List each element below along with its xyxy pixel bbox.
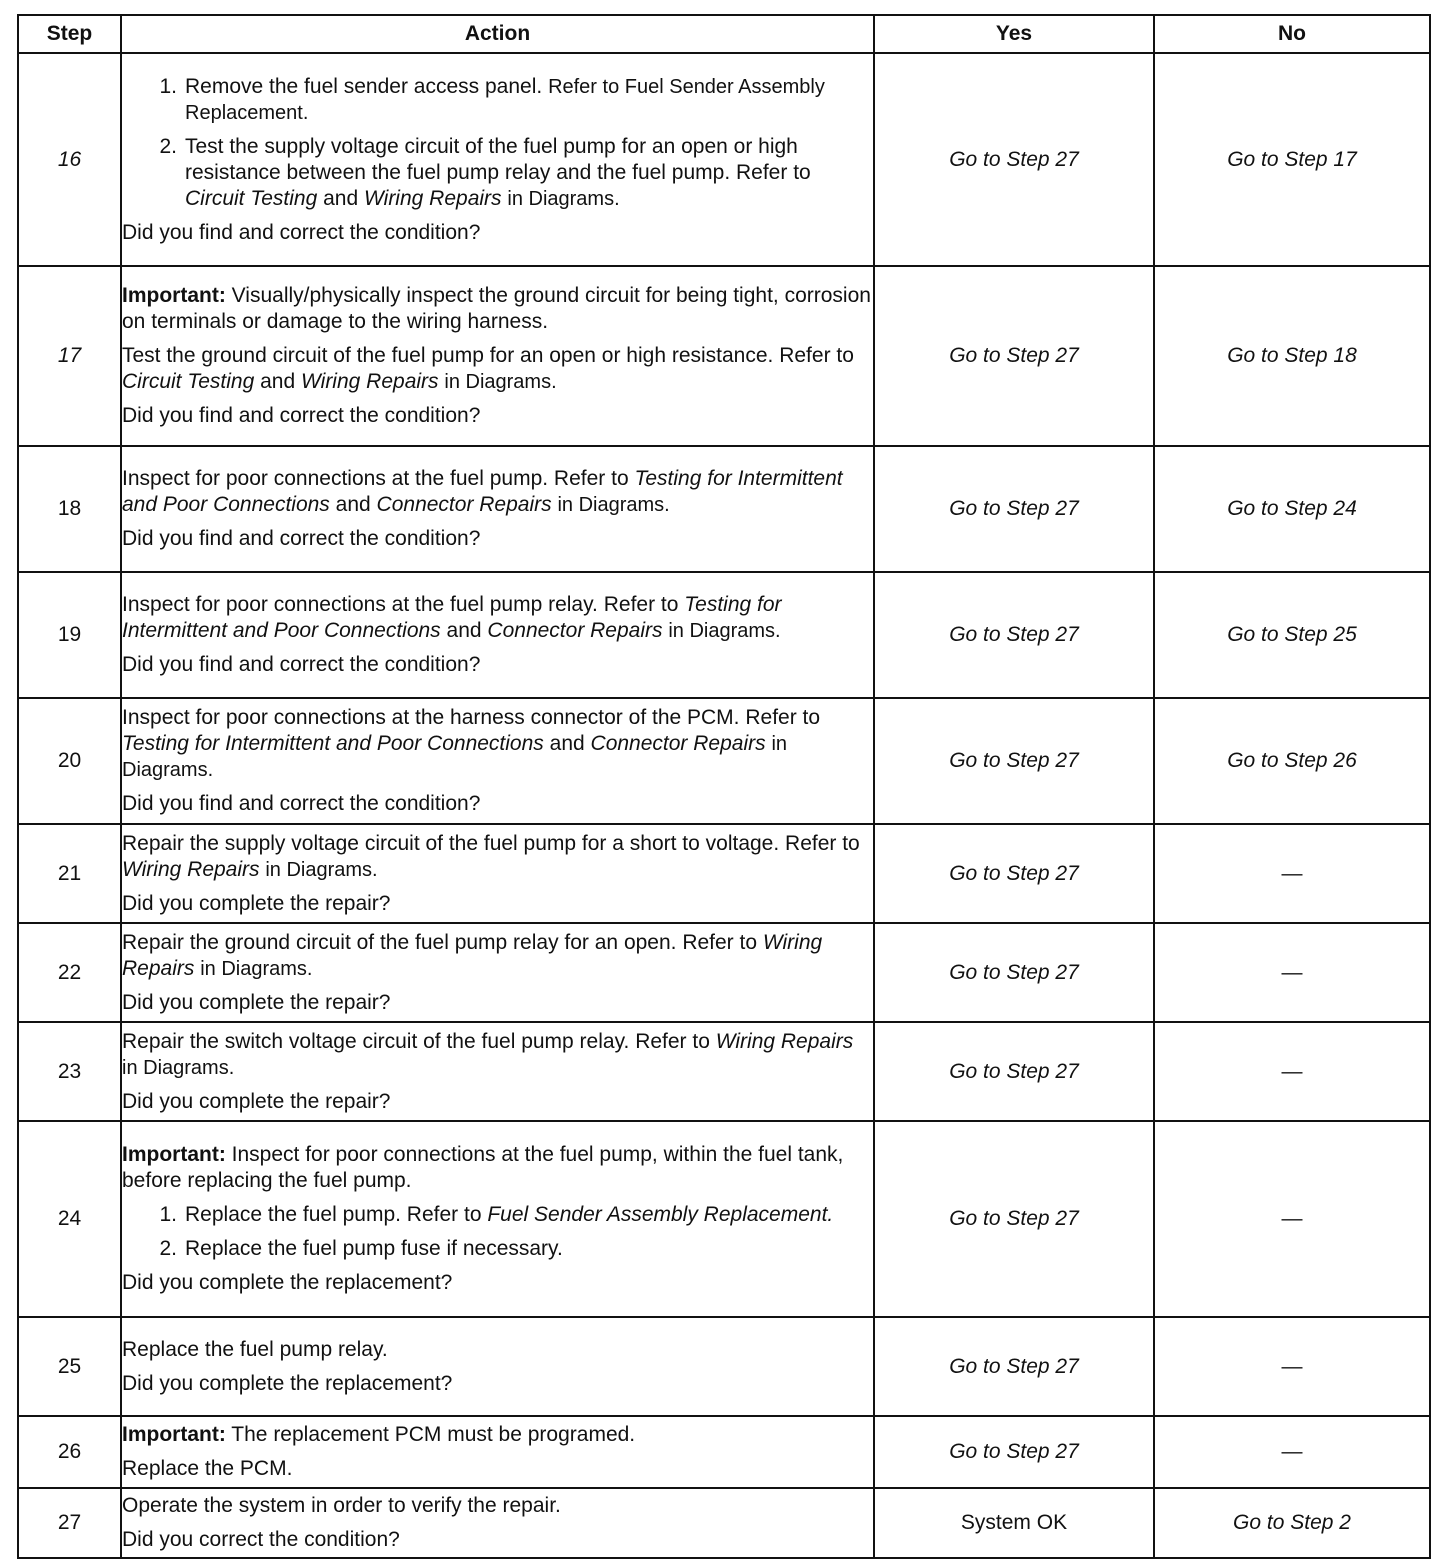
action-cell [121, 53, 874, 266]
no-result: — [1154, 1121, 1430, 1317]
yes-result: Go to Step 27 [874, 1022, 1154, 1121]
table-row [18, 572, 1430, 698]
no-result: — [1154, 1416, 1430, 1488]
question: Did you find and correct the condition? [122, 792, 481, 815]
yes-result: Go to Step 27 [874, 1121, 1154, 1317]
no-result: Go to Step 18 [1154, 266, 1430, 446]
table-row [18, 53, 1430, 266]
question: Did you find and correct the condition? [122, 527, 481, 550]
question: Did you find and correct the condition? [122, 220, 481, 244]
question: Did you complete the replacement? [122, 1271, 453, 1294]
step-number: 19 [18, 572, 121, 698]
list-item: 2. Replace the fuel pump fuse if necessary. [159, 1237, 563, 1260]
no-result: Go to Step 17 [1154, 53, 1430, 266]
question: Did you correct the condition? [122, 1528, 400, 1551]
step-number: 22 [18, 923, 121, 1022]
yes-result: Go to Step 27 [874, 53, 1154, 266]
action-cell: Inspect for poor connections at the fuel pump relay. Refer to Testing for Intermittent and Poor Connections and Connector Repairs in Diagrams. Did you find and correct the condition? [121, 572, 874, 698]
action-cell: Inspect for poor connections at the harness connector of the PCM. Refer to Testing for Intermittent and Poor Connections and Connector Repairs in Diagrams. Did you find and correct the condition? [121, 698, 874, 824]
table-row [18, 1317, 1430, 1416]
yes-result: Go to Step 27 [874, 824, 1154, 923]
step-number: 18 [18, 446, 121, 572]
table-row [18, 266, 1430, 446]
table-row [18, 1022, 1430, 1121]
step-number: 17 [18, 266, 121, 446]
action-cell: Important: The replacement PCM must be programed. Replace the PCM. [121, 1416, 874, 1488]
yes-header: Yes [874, 15, 1154, 53]
no-result: — [1154, 1022, 1430, 1121]
no-header: No [1154, 15, 1430, 53]
question: Did you complete the repair? [122, 891, 391, 915]
list-item: 1. Replace the fuel pump. Refer to Fuel Sender Assembly Replacement. [159, 1203, 834, 1226]
table-row [18, 1416, 1430, 1488]
table-row [18, 446, 1430, 572]
table-row [18, 1488, 1430, 1558]
step-number: 26 [18, 1416, 121, 1488]
yes-result: Go to Step 27 [874, 266, 1154, 446]
table-row [18, 824, 1430, 923]
action-cell: Important: Inspect for poor connections at the fuel pump, within the fuel tank, before replacing the fuel pump. 1. Replace the fuel pump. Refer to Fuel Sender Assembly Replacement. 2. Replace the fuel pump fuse if necessary. Did you complete the replacement? [121, 1121, 874, 1317]
action-cell: Repair the supply voltage circuit of the fuel pump for a short to voltage. Refer to Wiring Repairs in Diagrams. Did you complete the repair? [121, 824, 874, 923]
no-result: Go to Step 24 [1154, 446, 1430, 572]
step-number: 21 [18, 824, 121, 923]
action-cell: Operate the system in order to verify the repair. Did you correct the condition? [121, 1488, 874, 1558]
table-row [18, 698, 1430, 824]
yes-result: Go to Step 27 [874, 923, 1154, 1022]
action-cell: Inspect for poor connections at the fuel pump. Refer to Testing for Intermittent and Poor Connections and Connector Repairs in Diagrams. Did you find and correct the condition? [121, 446, 874, 572]
no-result: — [1154, 1317, 1430, 1416]
no-result: — [1154, 923, 1430, 1022]
step-number: 25 [18, 1317, 121, 1416]
question: Did you complete the repair? [122, 1089, 391, 1113]
action-cell: Repair the switch voltage circuit of the fuel pump relay. Refer to Wiring Repairs in Diagrams. Did you complete the repair? [121, 1022, 874, 1121]
no-result: Go to Step 25 [1154, 572, 1430, 698]
yes-result: Go to Step 27 [874, 572, 1154, 698]
step-number: 16 [18, 53, 121, 266]
step-number: 27 [18, 1488, 121, 1558]
no-result: Go to Step 26 [1154, 698, 1430, 824]
step-number: 20 [18, 698, 121, 824]
list-item: 2. Test the supply voltage circuit of the fuel pump for an open or high resistance between the fuel pump relay and the fuel pump. Refer to Circuit Testing and Wiring Repairs in Diagrams. [159, 134, 811, 210]
yes-result: Go to Step 27 [874, 1317, 1154, 1416]
action-cell: Important: Visually/physically inspect the ground circuit for being tight, corrosion on terminals or damage to the wiring harness. Test the ground circuit of the fuel pump for an open or high resistance. Refer to Circuit Testing and Wiring Repairs in Diagrams. Did you find and correct the condition? [121, 266, 874, 446]
table-row [18, 1121, 1430, 1317]
diagnostic-table [17, 14, 1431, 1559]
yes-result: Go to Step 27 [874, 1416, 1154, 1488]
step-number: 23 [18, 1022, 121, 1121]
question: Did you complete the repair? [122, 990, 391, 1014]
question: Did you find and correct the condition? [122, 653, 481, 676]
list-item: 1. Remove the fuel sender access panel. Refer to Fuel Sender Assembly Replacement. [159, 74, 825, 124]
no-result: Go to Step 2 [1154, 1488, 1430, 1558]
no-result: — [1154, 824, 1430, 923]
question: Did you complete the replacement? [122, 1371, 453, 1395]
yes-result: Go to Step 27 [874, 446, 1154, 572]
action-cell: Replace the fuel pump relay. Did you complete the replacement? [121, 1317, 874, 1416]
step-number: 24 [18, 1121, 121, 1317]
question: Did you find and correct the condition? [122, 404, 481, 427]
action-header: Action [121, 15, 874, 53]
table-row [18, 923, 1430, 1022]
action-cell: Repair the ground circuit of the fuel pump relay for an open. Refer to Wiring Repairs in Diagrams. Did you complete the repair? [121, 923, 874, 1022]
yes-result: Go to Step 27 [874, 698, 1154, 824]
yes-result: System OK [874, 1488, 1154, 1558]
step-header: Step [18, 15, 121, 53]
header-row [18, 15, 1430, 53]
